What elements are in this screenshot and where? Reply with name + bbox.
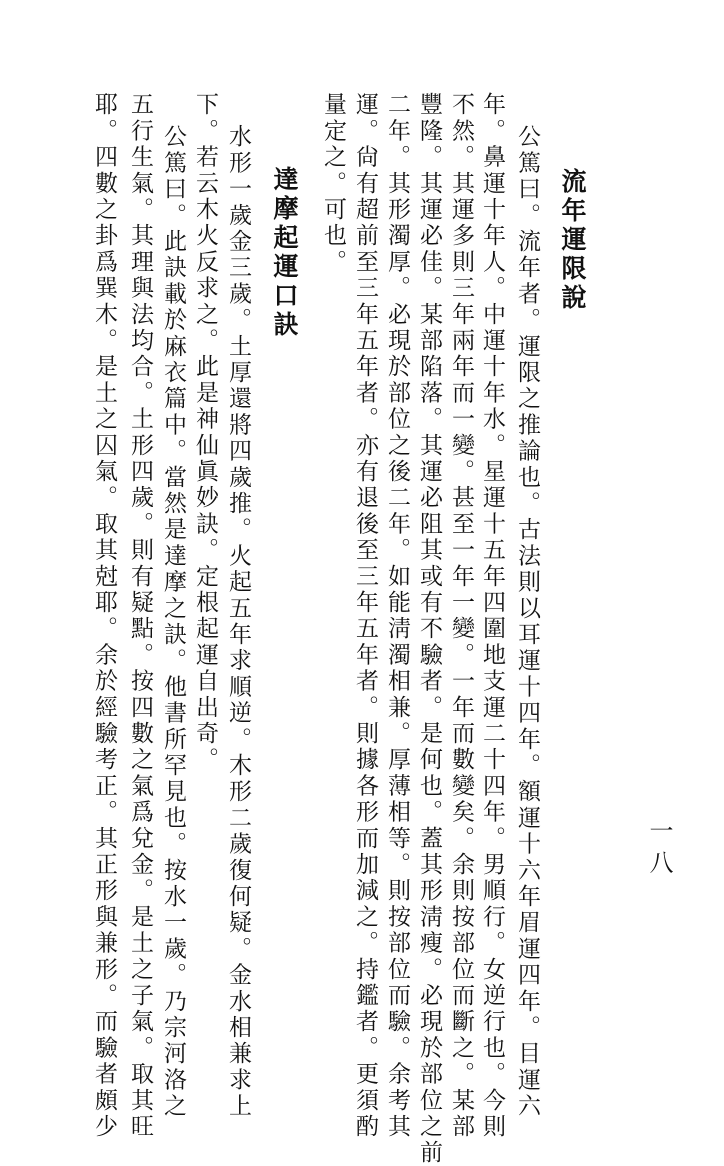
text-column: 豐隆。其運必佳。某部陷落。其運必阻其或有不驗者。是何也。蓋其形淸瘦。必現於部位之前 (416, 92, 442, 1166)
text-column: 年。鼻運十年人。中運十年水。星運十五年四圍地支運二十四年。男順行。女逆行也。今則 (479, 92, 505, 1140)
text-column: 五行生氣。其理與法均合。土形四歲。則有疑點。按四數之氣爲兌金。是土之子氣。取其旺 (127, 92, 153, 1140)
section-title-damo-qiyun-koujue: 達摩起運口訣 (270, 166, 299, 340)
verse-column: 水形一歲金三歲。土厚還將四歲推。火起五年求順逆。木形二歲復何疑。金水相兼求上 (225, 124, 251, 1120)
verse-column: 下。若云木火反求之。此是神仙眞妙訣。定根起運自出奇。 (192, 92, 218, 774)
text-column: 公篤曰。此訣載於麻衣篇中。當然是達摩之訣。他書所罕見也。按水一歲。乃宗河洛之 (160, 124, 186, 1120)
text-column: 耶。四數之卦爲巽木。是土之囚氣。取其尅耶。余於經驗考正。其正形與兼形。而驗者頗少 (91, 92, 117, 1140)
text-column: 量定之。可也。 (320, 92, 346, 276)
section-title-liunian-yunxian: 流年運限說 (558, 168, 587, 313)
text-column: 運。尙有超前至三年五年者。亦有退後至三年五年者。則據各形而加減之。持鑑者。更須酌 (352, 92, 378, 1140)
text-column: 不然。其運多則三年兩年而一變。甚至一年一變。一年而數變矣。余則按部位而斷之。某部 (448, 92, 474, 1140)
page-number: 一八 (645, 818, 673, 882)
text-column: 二年。其形濁厚。必現於部位之後二年。如能淸濁相兼。厚薄相等。則按部位而驗。余考其 (384, 92, 410, 1140)
text-column: 公篤曰。流年者。運限之推論也。古法則以耳運十四年。額運十六年眉運四年。目運六 (514, 124, 540, 1120)
